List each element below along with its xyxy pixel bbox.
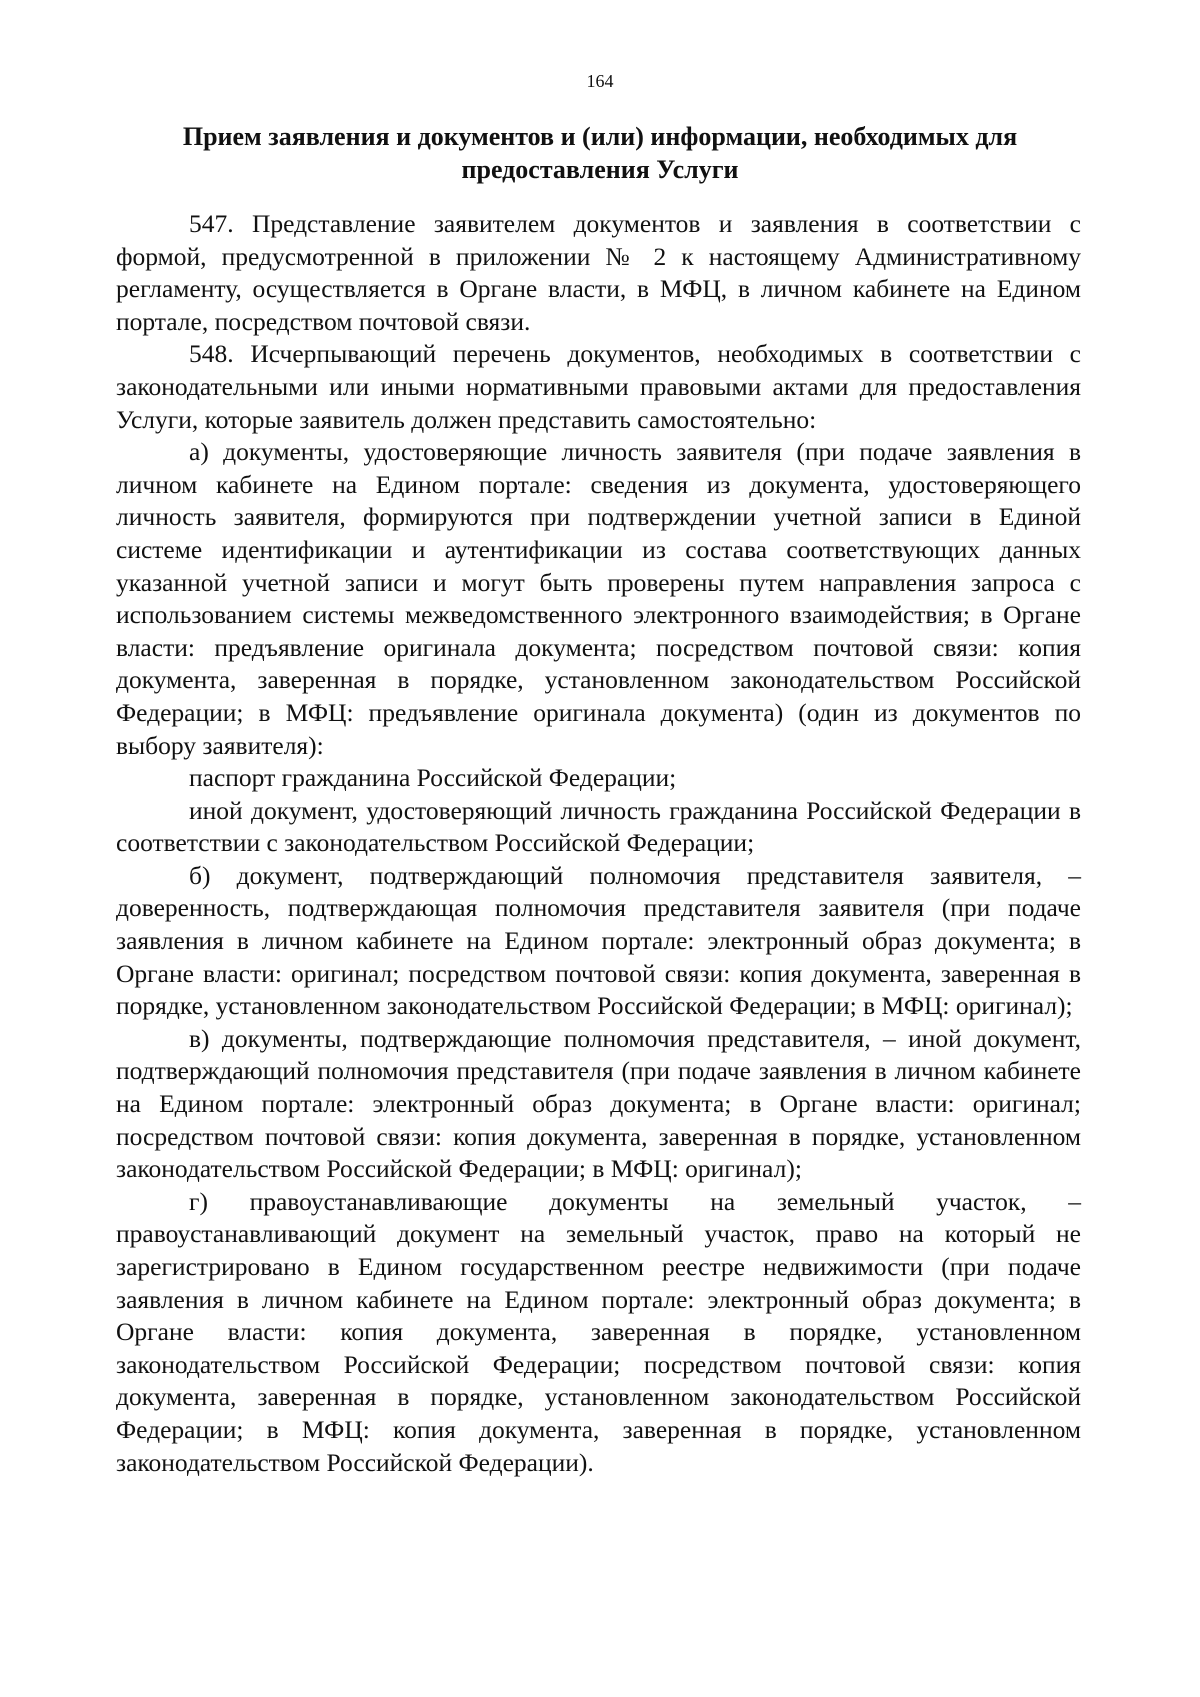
paragraph-547: 547. Представление заявителем документов и заявления в соответствии с формой, предусмотренной в приложении № 2 к настоящему Административному регламенту, осуществляется в Органе власти, в МФЦ, в личном кабинете на Едином портале, посредством почтовой связи. <box>116 209 1081 336</box>
paragraph-other-id: иной документ, удостоверяющий личность гражданина Российской Федерации в соответствии с законодательством Российской Федерации; <box>116 795 1081 858</box>
section-heading: Прием заявления и документов и (или) информации, необходимых для предоставления Услуги <box>182 122 1018 184</box>
paragraph-item-a: а) документы, удостоверяющие личность заявителя (при подаче заявления в личном кабинете на Едином портале: сведения из документа, удостоверяющего личность заявителя, формируются при подтверждении учетной записи в Единой системе идентификации и аутентификации из состава соответствующих данных указанной учетной записи и могут быть проверены путем направления запроса с использованием системы межведомственного электронного взаимодействия; в Органе власти: предъявление оригинала документа; посредством почтовой связи: копия документа, заверенная в порядке, установленном законодательством Российской Федерации; в МФЦ: предъявление оригинала документа) (один из документов по выбору заявителя): <box>116 437 1081 760</box>
paragraph-item-v: в) документы, подтверждающие полномочия представителя, – иной документ, подтверждающий полномочия представителя (при подаче заявления в личном кабинете на Едином портале: электронный образ документа; в Органе власти: оригинал; посредством почтовой связи: копия документа, заверенная в порядке, установленном законодательством Российской Федерации; в МФЦ: оригинал); <box>116 1023 1081 1184</box>
paragraph-548: 548. Исчерпывающий перечень документов, необходимых в соответствии с законодательными или иными нормативными правовыми актами для предоставления Услуги, которые заявитель должен представить самостоятельно: <box>116 339 1081 434</box>
paragraph-passport: паспорт гражданина Российской Федерации; <box>189 763 677 793</box>
paragraph-item-b: б) документ, подтверждающий полномочия представителя заявителя, – доверенность, подтверждающая полномочия представителя заявителя (при подаче заявления в личном кабинете на Едином портале: электронный образ документа; в Органе власти: оригинал; посредством почтовой связи: копия документа, заверенная в порядке, установленном законодательством Российской Федерации; в МФЦ: оригинал); <box>116 860 1081 1021</box>
paragraph-item-g: г) правоустанавливающие документы на земельный участок, – правоустанавливающий документ на земельный участок, право на который не зарегистрировано в Едином государственном реестре недвижимости (при подаче заявления в личном кабинете на Едином портале: электронный образ документа; в Органе власти: копия документа, заверенная в порядке, установленном законодательством Российской Федерации; посредством почтовой связи: копия документа, заверенная в порядке, установленном законодательством Российской Федерации; в МФЦ: копия документа, заверенная в порядке, установленном законодательством Российской Федерации). <box>116 1186 1081 1477</box>
body-text <box>116 208 1081 1479</box>
page-number: 164 <box>586 71 614 91</box>
